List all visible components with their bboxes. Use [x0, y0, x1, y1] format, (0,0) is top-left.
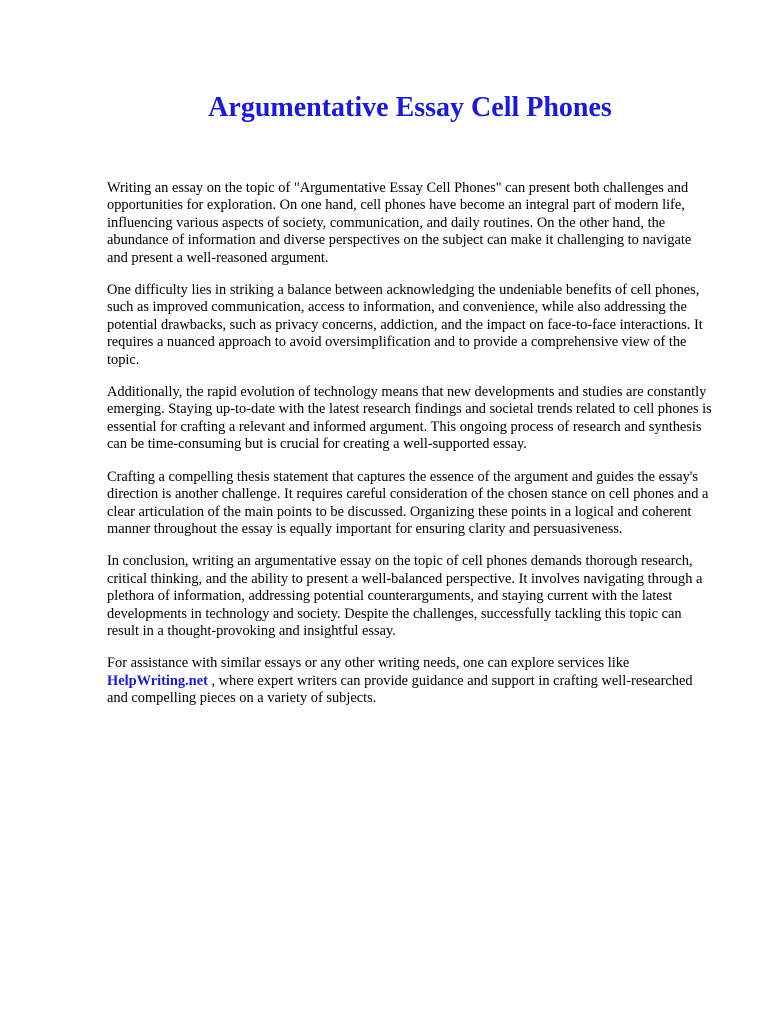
- paragraph-1: Writing an essay on the topic of "Argumentative Essay Cell Phones" can present both challenges and opportunities for exploration. On one hand, cell phones have become an integral part of modern life, influencing various aspects of society, communication, and daily routines. On the other hand, the abundance of information and diverse perspectives on the subject can make it challenging to navigate and present a well-reasoned argument.: [107, 180, 692, 266]
- helpwriting-link[interactable]: HelpWriting.net: [107, 672, 208, 689]
- closing-text-after-link: , where expert writers can provide guidance and support in crafting well-researched and compelling pieces on a variety of subjects.: [107, 672, 693, 707]
- paragraph-3: Additionally, the rapid evolution of technology means that new developments and studies are constantly emerging. Staying up-to-date with the latest research findings and societal trends related to cell phones is essential for crafting a relevant and informed argument. This ongoing process of research and synthesis can be time-consuming but is crucial for creating a well-supported essay.: [107, 384, 712, 453]
- paragraph-2: One difficulty lies in striking a balance between acknowledging the undeniable benefits of cell phones, such as improved communication, access to information, and convenience, while also addressing the potential drawbacks, such as privacy concerns, addiction, and the impact on face-to-face interactions. It requires a nuanced approach to avoid oversimplification and to provide a comprehensive view of the topic.: [107, 282, 703, 368]
- page-title: Argumentative Essay Cell Phones: [208, 92, 612, 123]
- closing-text-before-link: For assistance with similar essays or any other writing needs, one can explore services like: [107, 655, 630, 672]
- paragraph-5: In conclusion, writing an argumentative essay on the topic of cell phones demands thorough research, critical thinking, and the ability to present a well-balanced perspective. It involves navigating through a plethora of information, addressing potential counterarguments, and staying current with the latest developments in technology and society. Despite the challenges, successfully tackling this topic can result in a thought-provoking and insightful essay.: [107, 553, 703, 639]
- paragraph-4: Crafting a compelling thesis statement that captures the essence of the argument and guides the essay's direction is another challenge. It requires careful consideration of the chosen stance on cell phones and a clear articulation of the main points to be discussed. Organizing these points in a logical and coherent manner throughout the essay is equally important for ensuring clarity and persuasiveness.: [107, 468, 709, 537]
- essay-body: [107, 180, 715, 723]
- closing-paragraph: [107, 655, 715, 707]
